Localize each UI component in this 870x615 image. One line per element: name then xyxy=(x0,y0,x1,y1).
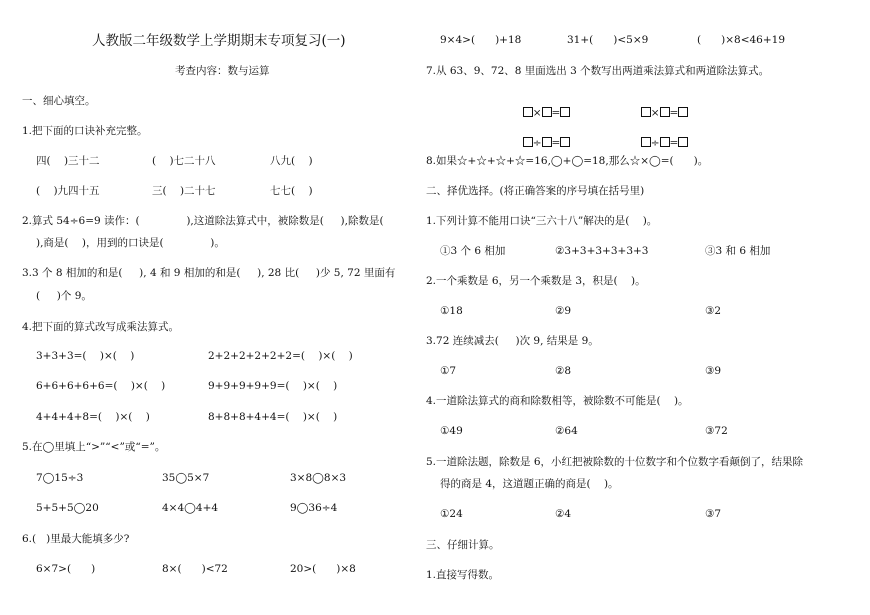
q6-item: 6×7>( ) xyxy=(36,563,96,575)
choice-option: ①7 xyxy=(440,365,457,377)
choice-option: ①3 个 6 相加 xyxy=(440,245,506,257)
choice-4-prompt: 4.一道除法算式的商和除数相等，被除数不可能是( )。 xyxy=(426,395,689,407)
q5-item: 4×4◯4+4 xyxy=(162,502,219,514)
q4-item: 8+8+8+4+4=( )×( ) xyxy=(208,411,338,423)
q7-divide-template: ÷ = xyxy=(634,126,688,148)
q4-item: 6+6+6+6+6=( )×( ) xyxy=(36,380,166,392)
choice-5-line-2: 得的商是 4，这道题正确的商是( )。 xyxy=(440,478,619,490)
choice-5-line-1: 5.一道除法题，除数是 6，小红把被除数的十位数字和个位数字看颠倒了，结果除 xyxy=(426,456,804,468)
choice-option: ②3+3+3+3+3+3 xyxy=(555,245,649,257)
choice-option: ③7 xyxy=(705,508,722,520)
answer-box xyxy=(660,137,670,147)
q1-item: 三( )二十七 xyxy=(152,185,216,197)
q8-prompt: 8.如果☆+☆+☆+☆=16,◯+◯=18,那么☆×◯=( )。 xyxy=(426,155,709,167)
answer-box xyxy=(542,137,552,147)
q4-item: 3+3+3=( )×( ) xyxy=(36,350,135,362)
q1-item: 四( )三十二 xyxy=(36,155,100,167)
q5-prompt: 5.在◯里填上“>”“<”或“=”。 xyxy=(22,441,166,453)
choice-3-prompt: 3.72 连续减去( )次 9, 结果是 9。 xyxy=(426,335,599,347)
answer-box xyxy=(660,107,670,117)
q6-item: ( )×8<46+19 xyxy=(697,34,786,46)
section-1-heading: 一、细心填空。 xyxy=(22,95,96,107)
page-subtitle: 考查内容：数与运算 xyxy=(175,65,270,77)
section-2-heading: 二、择优选择。(将正确答案的序号填在括号里) xyxy=(426,185,645,197)
q5-item: 35◯5×7 xyxy=(162,472,210,484)
q3-line-2: ( )个 9。 xyxy=(36,290,92,302)
choice-2-prompt: 2.一个乘数是 6，另一个乘数是 3，积是( )。 xyxy=(426,275,646,287)
q7-divide-template: ÷ = xyxy=(516,126,570,148)
q7-multiply-template: × = xyxy=(516,96,570,118)
q1-item: ( )七二十八 xyxy=(152,155,216,167)
q6-item: 9×4>( )+18 xyxy=(440,34,522,46)
answer-box xyxy=(641,107,651,117)
q6-prompt: 6.( )里最大能填多少? xyxy=(22,533,130,545)
q5-item: 9◯36÷4 xyxy=(290,502,338,514)
q4-item: 4+4+4+8=( )×( ) xyxy=(36,411,150,423)
q3-line-1: 3.3 个 8 相加的和是( ), 4 和 9 相加的和是( ), 28 比( )少 5, 72 里面有 xyxy=(22,267,396,279)
q4-item: 9+9+9+9+9=( )×( ) xyxy=(208,380,338,392)
calc-1-prompt: 1.直接写得数。 xyxy=(426,569,500,581)
q1-prompt: 1.把下面的口诀补充完整。 xyxy=(22,125,148,137)
section-3-heading: 三、仔细计算。 xyxy=(426,539,500,551)
q1-item: 八九( ) xyxy=(270,155,313,167)
q2-line-2: ),商是( )，用到的口诀是( )。 xyxy=(36,237,225,249)
choice-option: ②8 xyxy=(555,365,572,377)
q2-line-1: 2.算式 54÷6=9 读作：( ),这道除法算式中，被除数是( ),除数是( xyxy=(22,215,384,227)
q5-item: 5+5+5◯20 xyxy=(36,502,99,514)
q6-item: 20>( )×8 xyxy=(290,563,356,575)
choice-option: ②64 xyxy=(555,425,578,437)
answer-box xyxy=(678,107,688,117)
q4-prompt: 4.把下面的算式改写成乘法算式。 xyxy=(22,321,180,333)
page-title: 人教版二年级数学上学期期末专项复习(一) xyxy=(92,33,346,49)
choice-option: ③3 和 6 相加 xyxy=(705,245,771,257)
choice-1-prompt: 1.下列计算不能用口诀“三六十八”解决的是( )。 xyxy=(426,215,658,227)
choice-option: ①49 xyxy=(440,425,463,437)
choice-option: ②9 xyxy=(555,305,572,317)
q1-item: ( )九四十五 xyxy=(36,185,100,197)
choice-option: ③2 xyxy=(705,305,722,317)
choice-option: ③9 xyxy=(705,365,722,377)
q1-item: 七七( ) xyxy=(270,185,313,197)
q4-item: 2+2+2+2+2+2=( )×( ) xyxy=(208,350,353,362)
answer-box xyxy=(678,137,688,147)
answer-box xyxy=(560,137,570,147)
answer-box xyxy=(542,107,552,117)
choice-option: ①24 xyxy=(440,508,463,520)
q7-prompt: 7.从 63、9、72、8 里面选出 3 个数写出两道乘法算式和两道除法算式。 xyxy=(426,65,770,77)
answer-box xyxy=(641,137,651,147)
q5-item: 3×8◯8×3 xyxy=(290,472,347,484)
choice-option: ①18 xyxy=(440,305,463,317)
answer-box xyxy=(560,107,570,117)
choice-option: ③72 xyxy=(705,425,728,437)
answer-box xyxy=(523,107,533,117)
choice-option: ②4 xyxy=(555,508,572,520)
q7-multiply-template: × = xyxy=(634,96,688,118)
answer-box xyxy=(523,137,533,147)
q6-item: 8×( )<72 xyxy=(162,563,228,575)
q6-item: 31+( )<5×9 xyxy=(567,34,649,46)
q5-item: 7◯15÷3 xyxy=(36,472,84,484)
